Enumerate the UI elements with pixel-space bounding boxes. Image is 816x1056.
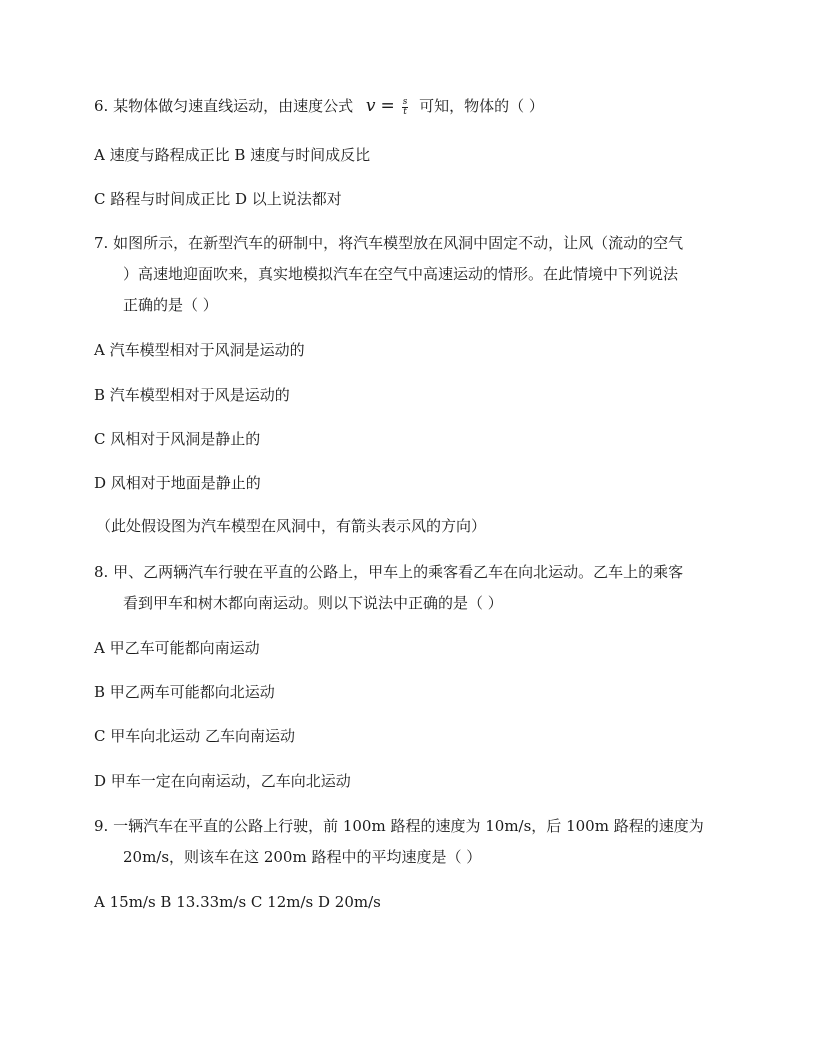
question-6-options-cd: C 路程与时间成正比 D 以上说法都对: [94, 190, 342, 208]
question-7-option-c: C 风相对于风洞是静止的: [94, 430, 261, 448]
question-8-option-d: D 甲车一定在向南运动，乙车向北运动: [94, 772, 351, 790]
question-6-suffix: 可知，物体的（ ）: [419, 97, 544, 115]
question-6-options-ab: A 速度与路程成正比 B 速度与时间成反比: [94, 146, 371, 164]
question-6-prefix: 6. 某物体做匀速直线运动，由速度公式: [94, 97, 354, 115]
formula-numerator: s: [402, 96, 408, 107]
question-9-stem-line-2: 20m/s，则该车在这 200m 路程中的平均速度是（ ）: [123, 848, 482, 866]
question-7-option-a: A 汽车模型相对于风洞是运动的: [94, 341, 305, 359]
question-9-stem-line-1: 9. 一辆汽车在平直的公路上行驶，前 100m 路程的速度为 10m/s，后 100m 路程的速度为: [94, 817, 704, 835]
question-7-stem-line-3: 正确的是（ ）: [123, 296, 218, 314]
question-7-stem-line-2: ）高速地迎面吹来，真实地模拟汽车在空气中高速运动的情形。在此情境中下列说法: [123, 265, 679, 283]
formula-fraction: [402, 98, 409, 117]
formula-equals: =: [380, 96, 395, 116]
question-7-stem-line-1: 7. 如图所示，在新型汽车的研制中，将汽车模型放在风洞中固定不动，让风（流动的空气: [94, 234, 684, 252]
question-8-stem-line-2: 看到甲车和树木都向南运动。则以下说法中正确的是（ ）: [123, 594, 503, 612]
formula-v: v: [365, 96, 376, 116]
question-8-stem-line-1: 8. 甲、乙两辆汽车行驶在平直的公路上，甲车上的乘客看乙车在向北运动。乙车上的乘客: [94, 563, 684, 581]
question-8-option-c: C 甲车向北运动 乙车向南运动: [94, 727, 296, 745]
question-7-option-d: D 风相对于地面是静止的: [94, 474, 261, 492]
question-8-option-b: B 甲乙两车可能都向北运动: [94, 683, 275, 701]
question-7-option-b: B 汽车模型相对于风是运动的: [94, 386, 290, 404]
formula-denominator: t: [403, 106, 407, 117]
question-6-stem: [94, 96, 544, 117]
question-7-figure-note: （此处假设图为汽车模型在风洞中，有箭头表示风的方向）: [96, 517, 487, 535]
question-9-options: A 15m/s B 13.33m/s C 12m/s D 20m/s: [94, 893, 381, 911]
question-8-option-a: A 甲乙车可能都向南运动: [94, 639, 260, 657]
velocity-formula: [366, 97, 419, 115]
